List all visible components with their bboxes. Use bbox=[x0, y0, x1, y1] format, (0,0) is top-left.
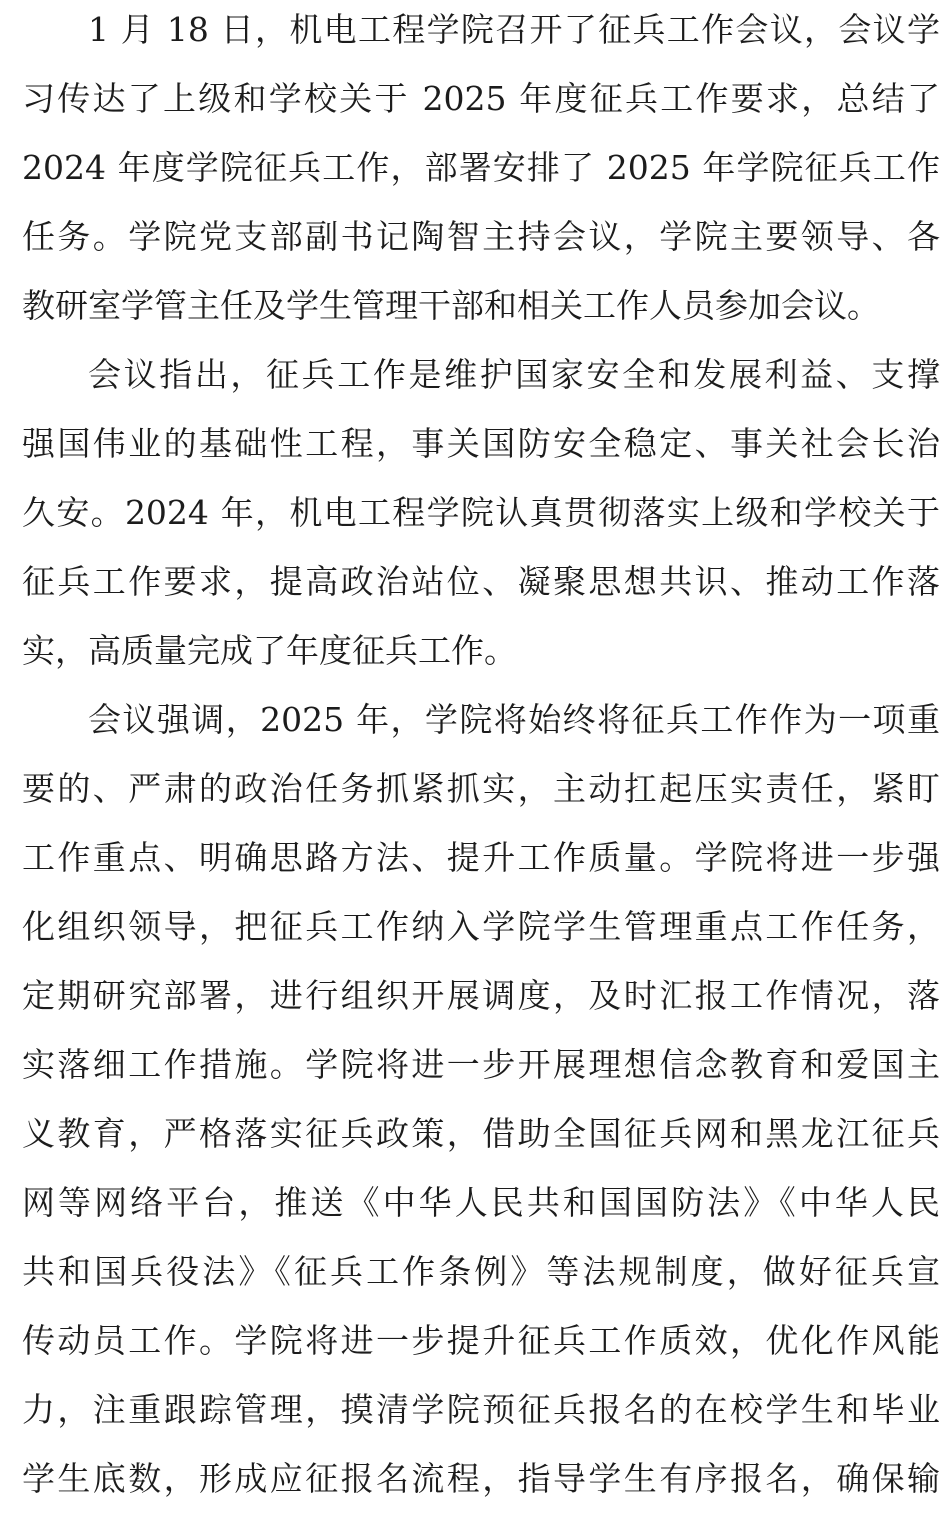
text-line: 共和国兵役法》《征兵工作条例》等法规制度，做好征兵宣 bbox=[22, 1252, 940, 1291]
text-line: 力，注重跟踪管理，摸清学院预征兵报名的在校学生和毕业 bbox=[22, 1390, 940, 1429]
text-line: 定期研究部署，进行组织开展调度，及时汇报工作情况，落 bbox=[22, 976, 940, 1015]
text-line: 久安。2024 年，机电工程学院认真贯彻落实上级和学校关于 bbox=[22, 493, 940, 532]
text-line: 要的、严肃的政治任务抓紧抓实，主动扛起压实责任，紧盯 bbox=[22, 769, 940, 808]
text-line: 2024 年度学院征兵工作，部署安排了 2025 年学院征兵工作 bbox=[22, 148, 940, 187]
text-line: 化组织领导，把征兵工作纳入学院学生管理重点工作任务， bbox=[22, 907, 940, 946]
text-line: 网等网络平台，推送《中华人民共和国国防法》《中华人民 bbox=[22, 1183, 940, 1222]
text-line: 教研室学管主任及学生管理干部和相关工作人员参加会议。 bbox=[22, 286, 880, 325]
text-line: 传动员工作。学院将进一步提升征兵工作质效，优化作风能 bbox=[22, 1321, 940, 1360]
text-line: 义教育，严格落实征兵政策，借助全国征兵网和黑龙江征兵 bbox=[22, 1114, 940, 1153]
text-line: 实落细工作措施。学院将进一步开展理想信念教育和爱国主 bbox=[22, 1045, 940, 1084]
text-line: 会议指出，征兵工作是维护国家安全和发展利益、支撑 bbox=[88, 355, 940, 394]
text-line: 学生底数，形成应征报名流程，指导学生有序报名，确保输 bbox=[22, 1459, 940, 1498]
text-line: 实，高质量完成了年度征兵工作。 bbox=[22, 631, 517, 670]
text-line: 征兵工作要求，提高政治站位、凝聚思想共识、推动工作落 bbox=[22, 562, 940, 601]
text-line: 会议强调，2025 年，学院将始终将征兵工作作为一项重 bbox=[88, 700, 940, 739]
text-line: 1 月 18 日，机电工程学院召开了征兵工作会议，会议学 bbox=[88, 10, 940, 49]
text-line: 任务。学院党支部副书记陶智主持会议，学院主要领导、各 bbox=[22, 217, 940, 256]
text-line: 工作重点、明确思路方法、提升工作质量。学院将进一步强 bbox=[22, 838, 940, 877]
text-line: 习传达了上级和学校关于 2025 年度征兵工作要求，总结了 bbox=[22, 79, 940, 118]
text-line: 强国伟业的基础性工程，事关国防安全稳定、事关社会长治 bbox=[22, 424, 940, 463]
